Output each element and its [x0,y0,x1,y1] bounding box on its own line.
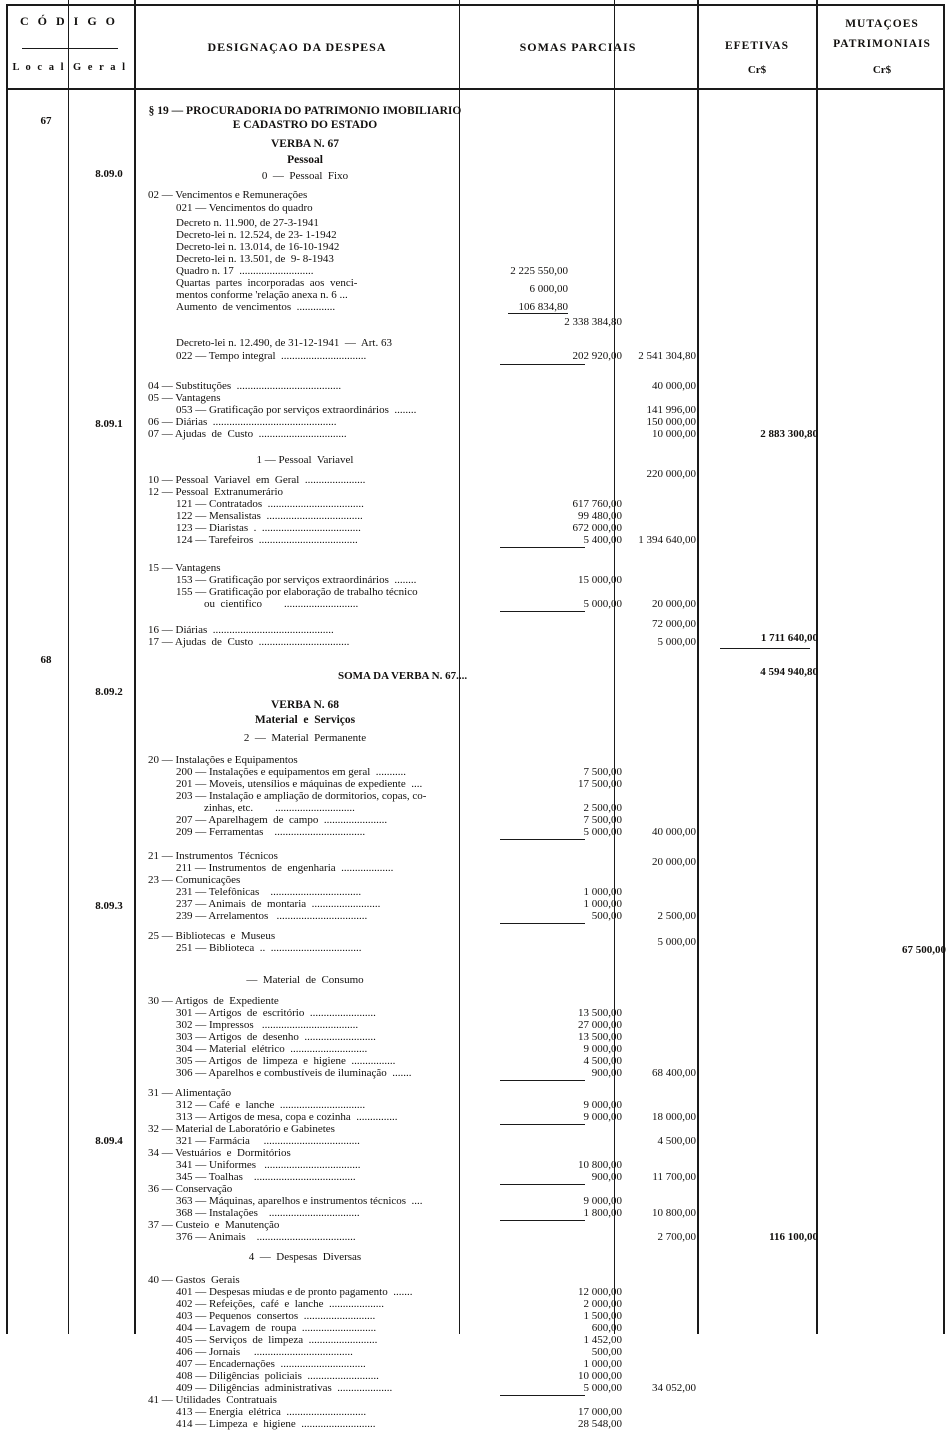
item-053: 053 — Gratificação por serviços extraordinários ........ [176,404,417,416]
item-31: 31 — Alimentação [148,1087,232,1099]
decreto-11900: Decreto n. 11.900, de 27-3-1941 [176,217,319,229]
item-02: 02 — Vencimentos e Remunerações [148,189,308,201]
total-34-value: 11 700,00 [652,1171,696,1183]
item-123: 123 — Diaristas . .................................... [176,522,361,534]
item-20: 20 — Instalações e Equipamentos [148,754,298,766]
item-022: 022 — Tempo integral ............................... [176,350,367,362]
item-207-value: 7 500,00 [583,814,622,826]
table-body [8,92,946,1430]
item-124: 124 — Tarefeiros .................................... [176,534,358,546]
item-17-value: 5 000,00 [657,636,696,648]
codigo-local-67: 67 [40,115,52,127]
item-16-value: 72 000,00 [652,618,696,630]
header-local: L o c a l [12,62,66,73]
item-363-value: 9 000,00 [583,1195,622,1207]
item-409: 409 — Diligências administrativas .................... [176,1382,393,1394]
item-21: 21 — Instrumentos Técnicos [148,850,278,862]
item-313: 313 — Artigos de mesa, copa e cozinha ............... [176,1111,398,1123]
item-16: 16 — Diárias ............................................ [148,624,334,636]
rule-under-209 [500,839,585,840]
item-321: 321 — Farmácia ................................... [176,1135,360,1147]
item-201: 201 — Moveis, utensílios e máquinas de expediente .... [176,778,423,790]
total-30-value: 68 400,00 [652,1067,696,1079]
item-404-value: 600,00 [591,1322,622,1334]
item-32: 32 — Material de Laboratório e Gabinetes [148,1123,335,1135]
item-15: 15 — Vantagens [148,562,221,574]
item-200-value: 7 500,00 [583,766,622,778]
item-306-value: 900,00 [591,1067,622,1079]
item-121: 121 — Contratados ................................... [176,498,364,510]
item-053-value: 141 996,00 [646,404,696,416]
aumento-vencimentos: Aumento de vencimentos .............. [176,301,336,313]
codigo-geral-8091: 8.09.1 [95,418,123,430]
item-021: 021 — Vencimentos do quadro [176,202,313,214]
item-414: 414 — Limpeza e higiene ........................... [176,1418,376,1430]
verba-68-heading: VERBA N. 68 [270,699,340,711]
item-41: 41 — Utilidades Contratuais [148,1394,277,1406]
item-12: 12 — Pessoal Extranumerário [148,486,284,498]
total-21-value: 20 000,00 [652,856,696,868]
codigo-local-68: 68 [40,654,52,666]
item-231: 231 — Telefônicas ................................. [176,886,362,898]
total-12-value: 1 394 640,00 [638,534,696,546]
rule-under-313 [500,1124,585,1125]
item-04: 04 — Substituções ...................................... [148,380,342,392]
header-geral: G e r a l [73,62,127,73]
verba-67-pessoal: Pessoal [287,154,323,166]
item-305: 305 — Artigos de limpeza e higiene ................ [176,1055,396,1067]
total-material-servicos: 116 100,00 [769,1231,818,1243]
verba-67-sub-1: 1 — Pessoal Variavel [256,454,354,466]
total-25-value: 5 000,00 [657,936,696,948]
item-406: 406 — Jornais .................................... [176,1346,353,1358]
total-20-value: 40 000,00 [652,826,696,838]
item-302: 302 — Impressos ................................... [176,1019,359,1031]
header-bottom-rule [8,88,943,90]
quartas-partes-line2: mentos conforme 'relação anexa n. 6 ... [176,289,348,301]
item-401-value: 12 000,00 [578,1286,622,1298]
total-40-value: 34 052,00 [652,1382,696,1394]
item-413-value: 17 000,00 [578,1406,622,1418]
item-408-value: 10 000,00 [578,1370,622,1382]
item-306: 306 — Aparelhos e combustíveis de iluminação ....... [176,1067,412,1079]
rule-efetivas-total [720,648,810,649]
item-123-value: 672 000,00 [572,522,622,534]
header-efetivas: EFETIVAS [724,40,790,52]
verba-67-heading: VERBA N. 67 [270,138,340,150]
item-211: 211 — Instrumentos de engenharia ................... [176,862,394,874]
total-36-value: 10 800,00 [652,1207,696,1219]
item-414-value: 28 548,00 [578,1418,622,1430]
item-10: 10 — Pessoal Variavel em Geral ...................... [148,474,366,486]
header-somas-parciais: SOMAS PARCIAIS [519,40,637,54]
quadro-17-value: 2 225 550,00 [510,265,568,277]
codigo-geral-8092: 8.09.2 [95,686,123,698]
item-122: 122 — Mensalistas ................................... [176,510,363,522]
item-345-value: 900,00 [591,1171,622,1183]
header-mutacoes-currency: Cr$ [872,64,892,76]
rule-under-368 [500,1220,585,1221]
item-404: 404 — Lavagem de roupa ........................... [176,1322,377,1334]
item-341: 341 — Uniformes ................................... [176,1159,361,1171]
verba-68-sub-2: 2 — Material Permanente [243,732,367,744]
quadro-17: Quadro n. 17 ........................... [176,265,314,277]
soma-verba-67-label: SOMA DA VERBA N. 67.... [338,670,468,682]
item-207: 207 — Aparelhagem de campo ....................... [176,814,388,826]
item-237-value: 1 000,00 [583,898,622,910]
header-mutacoes: MUTAÇOES [845,18,919,30]
item-312-value: 9 000,00 [583,1099,622,1111]
item-403-value: 1 500,00 [583,1310,622,1322]
item-23: 23 — Comunicações [148,874,241,886]
decreto-lei-13501: Decreto-lei n. 13.501, de 9- 8-1943 [176,253,334,265]
item-022-value: 202 920,00 [572,350,622,362]
item-303: 303 — Artigos de desenho .......................... [176,1031,376,1043]
mutacoes-patrimoniais-value: 67 500,00 [902,944,946,956]
verba-68-sub-4: 4 — Despesas Diversas [248,1251,362,1263]
item-368-value: 1 800,00 [583,1207,622,1219]
subtotal-rule-021 [508,313,568,314]
item-312: 312 — Café e lanche ............................... [176,1099,366,1111]
item-30: 30 — Artigos de Expediente [148,995,279,1007]
item-409-value: 5 000,00 [583,1382,622,1394]
item-05: 05 — Vantagens [148,392,221,404]
item-413: 413 — Energia elétrica ............................. [176,1406,367,1418]
decreto-lei-12524: Decreto-lei n. 12.524, de 23- 1-1942 [176,229,337,241]
item-06-value: 150 000,00 [646,416,696,428]
item-121-value: 617 760,00 [572,498,622,510]
rule-somas-under-022 [500,364,585,365]
item-341-value: 10 800,00 [578,1159,622,1171]
item-302-value: 27 000,00 [578,1019,622,1031]
header-efetivas-currency: Cr$ [747,64,767,76]
section-title-line1: § 19 — PROCURADORIA DO PATRIMONIO IMOBILIARIO [148,105,462,117]
rule-under-306 [500,1080,585,1081]
item-40: 40 — Gastos Gerais [148,1274,240,1286]
item-401: 401 — Despesas miudas e de pronto pagamento ....... [176,1286,413,1298]
item-237: 237 — Animais de montaria ......................... [176,898,381,910]
total-31-value: 18 000,00 [652,1111,696,1123]
verba-68-material: Material e Serviços [254,714,356,726]
item-405-value: 1 452,00 [583,1334,622,1346]
subtotal-021-value: 2 338 384,80 [564,316,622,328]
item-203-line2: zinhas, etc. ............................. [204,802,355,814]
table-header [8,6,943,90]
quartas-partes-line1: Quartas partes incorporadas aos venci- [176,277,358,289]
item-231-value: 1 000,00 [583,886,622,898]
item-155-value: 5 000,00 [583,598,622,610]
decreto-lei-13014: Decreto-lei n. 13.014, de 16-10-1942 [176,241,340,253]
item-17: 17 — Ajudas de Custo ................................. [148,636,350,648]
item-405: 405 — Serviços de limpeza ......................... [176,1334,378,1346]
item-153: 153 — Gratificação por serviços extraordinários ........ [176,574,417,586]
verba-68-sub-consumo: — Material de Consumo [246,974,364,986]
item-345: 345 — Toalhas ..................................... [176,1171,356,1183]
item-155-line2: ou cientifico ........................... [204,598,359,610]
header-designacao: DESIGNAÇAO DA DESPESA [207,40,387,54]
rule-under-345 [500,1184,585,1185]
section-title-line2: E CADASTRO DO ESTADO [232,119,378,131]
item-06: 06 — Diárias ............................................. [148,416,337,428]
soma-verba-67-value: 4 594 940,80 [760,666,818,678]
item-07: 07 — Ajudas de Custo ................................ [148,428,347,440]
item-34: 34 — Vestuários e Dormitórios [148,1147,291,1159]
decreto-lei-12490: Decreto-lei n. 12.490, de 31-12-1941 — Art. 63 [176,337,392,349]
item-209-value: 5 000,00 [583,826,622,838]
item-201-value: 17 500,00 [578,778,622,790]
item-408: 408 — Diligências policiais .......................... [176,1370,379,1382]
item-363: 363 — Máquinas, aparelhos e instrumentos técnicos .... [176,1195,423,1207]
item-403: 403 — Pequenos consertos .......................... [176,1310,376,1322]
item-301: 301 — Artigos de escritório ........................ [176,1007,376,1019]
item-25: 25 — Bibliotecas e Museus [148,930,276,942]
item-303-value: 13 500,00 [578,1031,622,1043]
item-304: 304 — Material elétrico ............................ [176,1043,368,1055]
aumento-vencimentos-value: 106 834,80 [518,301,568,313]
total-pessoal-fixo: 2 883 300,80 [760,428,818,440]
total-02-value: 2 541 304,80 [638,350,696,362]
verba-67-sub-0: 0 — Pessoal Fixo [261,170,349,182]
rule-under-409 [500,1395,585,1396]
header-codigo-underline [22,48,118,49]
item-203-line1: 203 — Instalação e ampliação de dormitorios, copas, co- [176,790,427,802]
item-04-value: 40 000,00 [652,380,696,392]
item-203-value: 2 500,00 [583,802,622,814]
item-406-value: 500,00 [591,1346,622,1358]
item-301-value: 13 500,00 [578,1007,622,1019]
item-124-value: 5 400,00 [583,534,622,546]
item-305-value: 4 500,00 [583,1055,622,1067]
item-239: 239 — Arrelamentos ................................. [176,910,368,922]
rule-under-239 [500,923,585,924]
total-37-value: 2 700,00 [657,1231,696,1243]
item-10-value: 220 000,00 [646,468,696,480]
item-155-line1: 155 — Gratificação por elaboração de trabalho técnico [176,586,418,598]
total-23-value: 2 500,00 [657,910,696,922]
header-mutacoes-patrimoniais: PATRIMONIAIS [833,38,931,50]
item-209: 209 — Ferramentas ................................. [176,826,366,838]
rule-under-124 [500,547,585,548]
total-32-value: 4 500,00 [657,1135,696,1147]
header-codigo: C Ó D I G O [19,14,118,28]
item-36: 36 — Conservação [148,1183,233,1195]
item-153-value: 15 000,00 [578,574,622,586]
codigo-geral-8094: 8.09.4 [95,1135,123,1147]
item-200: 200 — Instalações e equipamentos em geral ........... [176,766,407,778]
total-pessoal-variavel: 1 711 640,00 [760,632,818,644]
item-239-value: 500,00 [591,910,622,922]
item-407: 407 — Encadernações ............................... [176,1358,366,1370]
total-15-value: 20 000,00 [652,598,696,610]
codigo-geral-8093: 8.09.3 [95,900,123,912]
item-251: 251 — Biblioteca .. ................................. [176,942,362,954]
quartas-partes-value: 6 000,00 [529,283,568,295]
item-313-value: 9 000,00 [583,1111,622,1123]
item-07-value: 10 000,00 [652,428,696,440]
item-37: 37 — Custeio e Manutenção [148,1219,280,1231]
item-376: 376 — Animais .................................... [176,1231,356,1243]
rule-under-155 [500,611,585,612]
item-304-value: 9 000,00 [583,1043,622,1055]
item-368: 368 — Instalações ................................. [176,1207,360,1219]
codigo-geral-8090: 8.09.0 [95,168,123,180]
item-402: 402 — Refeições, café e lanche .................... [176,1298,385,1310]
item-402-value: 2 000,00 [583,1298,622,1310]
item-407-value: 1 000,00 [583,1358,622,1370]
item-122-value: 99 480,00 [578,510,622,522]
